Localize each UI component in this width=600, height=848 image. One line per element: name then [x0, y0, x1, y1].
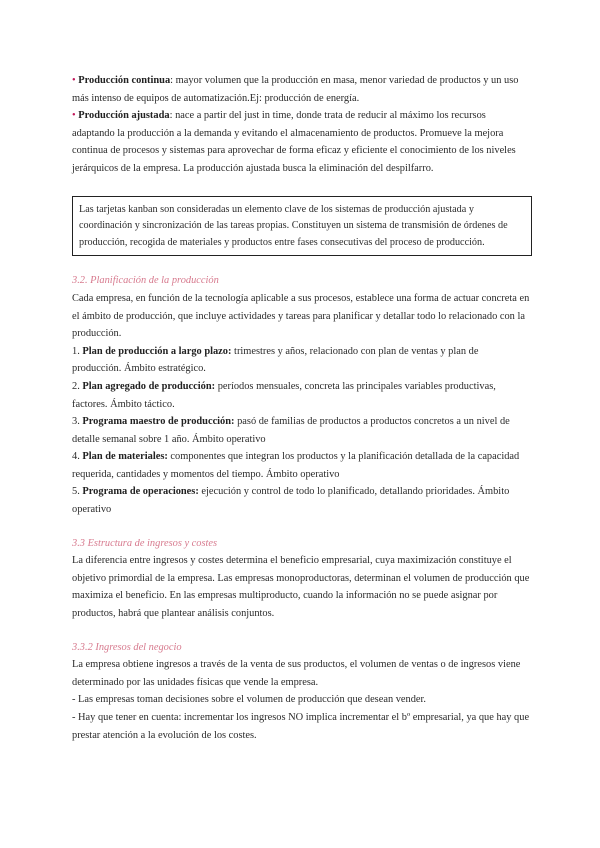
heading-ingresos-negocio: 3.3.2 Ingresos del negocio: [72, 641, 182, 653]
list-text: componentes que integran los productos y la planificación detallada de la capacidad requerida, cantidades y momentos del tiempo. Ámbito operativo: [72, 451, 520, 480]
bullet-icon: •: [72, 110, 76, 122]
kanban-note-box: [72, 196, 532, 257]
list-term: Programa de operaciones:: [82, 486, 199, 498]
paragraph-estructura: La diferencia entre ingresos y costes determina el beneficio empresarial, cuya maximización constituye el objetivo primordial de la empresa. Las empresas monoproductoras, determinan el volumen de producción que maximiza el beneficio. En las empresas multiproducto, cuando la información no se puede asignar por productos, habrá que plantear análisis conjuntos.: [72, 555, 530, 620]
heading-estructura-ingresos-costes: 3.3 Estructura de ingresos y costes: [72, 537, 218, 549]
paragraph-produccion-continua: [72, 72, 530, 107]
paragraph-produccion-ajustada: [72, 107, 530, 177]
list-number: 5.: [72, 486, 80, 498]
list-term: Plan de producción a largo plazo:: [82, 345, 232, 357]
list-item: [72, 343, 530, 378]
list-term: Programa maestro de producción:: [82, 416, 235, 428]
list-number: 1.: [72, 345, 80, 357]
paragraph-ingresos-2: - Las empresas toman decisiones sobre el volumen de producción que desean vender.: [72, 694, 427, 706]
list-term: Plan de materiales:: [82, 451, 168, 463]
bullet-icon: •: [72, 75, 76, 86]
list-item: [72, 378, 530, 413]
paragraph-ingresos-3: - Hay que tener en cuenta: incrementar los ingresos NO implica incrementar el bº empresarial, ya que hay que prestar atención a la evolución de los costes.: [72, 712, 530, 741]
list-item: [72, 448, 530, 483]
text-produccion-ajustada: : nace a partir del just in time, donde trata de reducir al máximo los recursos adaptando la producción a la demanda y evitando el almacenamiento de productos. Promueve la mejora continua de procesos y sistemas para aprovechar de forma eficaz y eficiente el conocimiento de los niveles jerárquicos de la empresa. La producción ajustada busca la eliminación del despilfarro.: [72, 110, 516, 174]
paragraph-planificacion-intro: Cada empresa, en función de la tecnología aplicable a sus procesos, establece una forma de actuar concreta en el ámbito de producción, que incluye actividades y tareas para planificar y detallar todo lo relacionado con la producción.: [72, 292, 530, 340]
list-text: pasó de familias de productos a productos concretos a un nivel de detalle semanal sobre 1 año. Ámbito operativo: [72, 416, 510, 445]
text-produccion-continua: : mayor volumen que la producción en masa, menor variedad de productos y un uso más intenso de equipos de automatización.Ej: producción de energía.: [72, 75, 519, 104]
list-item: [72, 413, 530, 448]
list-text: ejecución y control de todo lo planificado, detallando prioridades. Ámbito operativo: [72, 486, 510, 516]
list-item: [72, 483, 530, 518]
list-text: períodos mensuales, concreta las principales variables productivas, factores. Ámbito táctico.: [72, 380, 496, 410]
paragraph-ingresos-1: La empresa obtiene ingresos a través de la venta de sus productos, el volumen de ventas o de ingresos viene determinado por las unidades físicas que vende la empresa.: [72, 659, 521, 688]
list-number: 2.: [72, 380, 80, 392]
term-produccion-continua: Producción continua: [78, 75, 171, 86]
kanban-note-text: Las tarjetas kanban son consideradas un elemento clave de los sistemas de producción ajustada y coordinación y sincronización de las tareas propias. Constituyen un sistema de transmisión de órdenes de producción, recogida de materiales y productos entre fases consecutivas del proceso de producción.: [79, 203, 508, 248]
list-number: 3.: [72, 416, 80, 428]
term-produccion-ajustada: Producción ajustada: [78, 110, 170, 122]
document-page: [72, 72, 530, 744]
heading-planificacion: 3.2. Planificación de la producción: [72, 275, 219, 287]
list-number: 4.: [72, 451, 80, 463]
list-text: trimestres y años, relacionado con plan de ventas y plan de producción. Ámbito estratégico.: [72, 345, 479, 375]
list-term: Plan agregado de producción:: [82, 380, 216, 392]
